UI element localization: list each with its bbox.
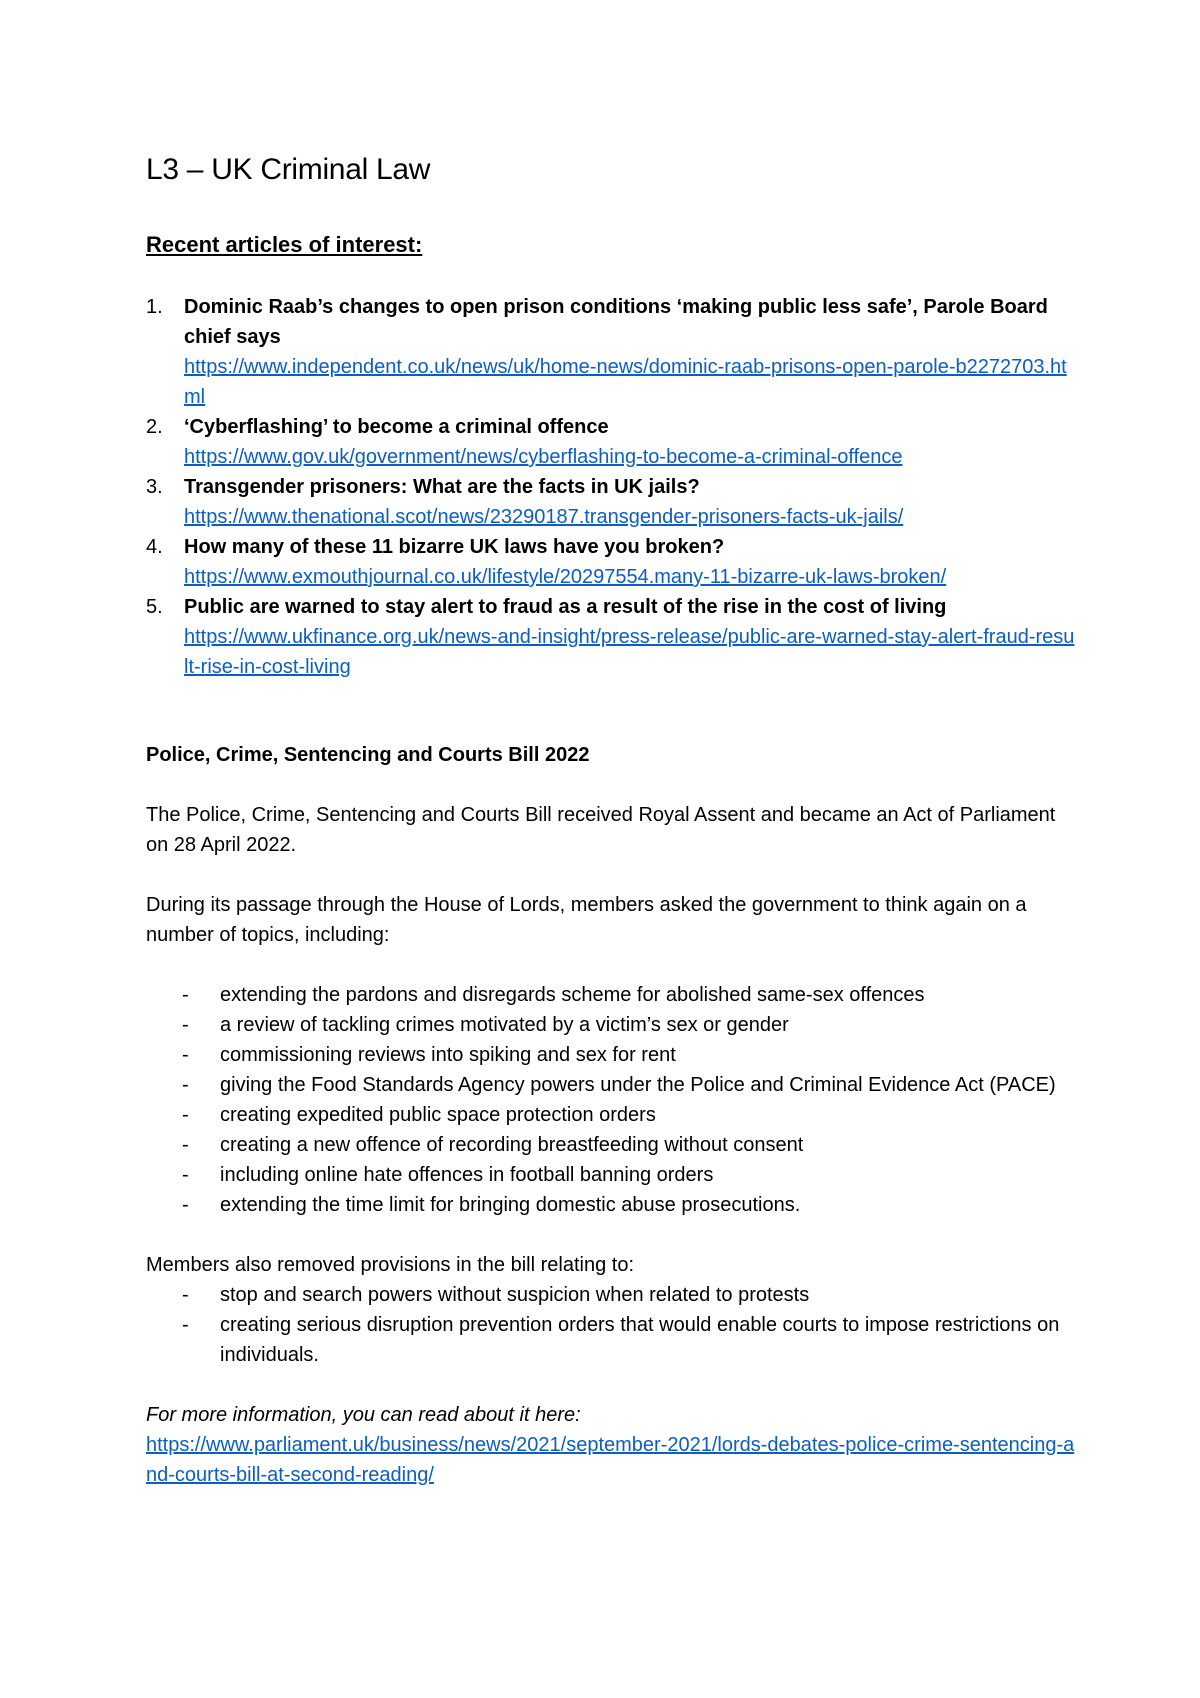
articles-heading: Recent articles of interest: — [146, 232, 423, 257]
articles-list — [146, 292, 1076, 682]
page-title: L3 – UK Criminal Law — [146, 153, 431, 186]
removed-provisions-paragraph: Members also removed provisions in the bill relating to: — [146, 1254, 634, 1276]
lords-passage-paragraph: During its passage through the House of Lords, members asked the government to think again on a number of topics, including: — [146, 894, 1027, 946]
list-item: - stop and search powers without suspicion when related to protests — [220, 1280, 1076, 1310]
article-title: Transgender prisoners: What are the facts in UK jails? — [184, 476, 700, 498]
topics-list — [146, 980, 1076, 1220]
list-item — [184, 592, 1076, 682]
list-item — [184, 292, 1076, 412]
list-item: - extending the pardons and disregards scheme for abolished same-sex offences — [220, 980, 1076, 1010]
article-link[interactable]: https://www.independent.co.uk/news/uk/home-news/dominic-raab-prisons-open-parole-b2272703.html — [184, 356, 1067, 408]
list-item — [184, 532, 1076, 592]
list-item — [184, 472, 1076, 532]
parliament-link[interactable]: https://www.parliament.uk/business/news/2021/september-2021/lords-debates-police-crime-sentencing-and-courts-bill-at-second-reading/ — [146, 1434, 1075, 1486]
list-item: - a review of tackling crimes motivated by a victim’s sex or gender — [220, 1010, 1076, 1040]
list-item: - including online hate offences in football banning orders — [220, 1160, 1076, 1190]
article-link[interactable]: https://www.thenational.scot/news/23290187.transgender-prisoners-facts-uk-jails/ — [184, 506, 904, 528]
article-title: Dominic Raab’s changes to open prison conditions ‘making public less safe’, Parole Board chief says — [184, 296, 1048, 348]
article-title: How many of these 11 bizarre UK laws have you broken? — [184, 536, 725, 558]
article-title: Public are warned to stay alert to fraud as a result of the rise in the cost of living — [184, 596, 947, 618]
royal-assent-paragraph: The Police, Crime, Sentencing and Courts Bill received Royal Assent and became an Act of Parliament on 28 April 2022. — [146, 804, 1056, 856]
removed-provisions-list — [146, 1280, 1076, 1370]
document-body — [146, 150, 1076, 1490]
list-item: - giving the Food Standards Agency powers under the Police and Criminal Evidence Act (PACE) — [220, 1070, 1076, 1100]
list-item: - creating a new offence of recording breastfeeding without consent — [220, 1130, 1076, 1160]
list-item: - creating expedited public space protection orders — [220, 1100, 1076, 1130]
list-item — [184, 412, 1076, 472]
article-link[interactable]: https://www.exmouthjournal.co.uk/lifestyle/20297554.many-11-bizarre-uk-laws-broken/ — [184, 566, 947, 588]
more-info-text: For more information, you can read about it here: — [146, 1404, 581, 1426]
article-link[interactable]: https://www.ukfinance.org.uk/news-and-insight/press-release/public-are-warned-stay-alert-fraud-result-rise-in-cost-living — [184, 626, 1075, 678]
list-item: - commissioning reviews into spiking and sex for rent — [220, 1040, 1076, 1070]
list-item: - creating serious disruption prevention orders that would enable courts to impose restrictions on individuals. — [220, 1310, 1076, 1370]
article-title: ‘Cyberflashing’ to become a criminal offence — [184, 416, 609, 438]
list-item: - extending the time limit for bringing domestic abuse prosecutions. — [220, 1190, 1076, 1220]
article-link[interactable]: https://www.gov.uk/government/news/cyberflashing-to-become-a-criminal-offence — [184, 446, 903, 468]
bill-heading: Police, Crime, Sentencing and Courts Bill 2022 — [146, 744, 590, 766]
